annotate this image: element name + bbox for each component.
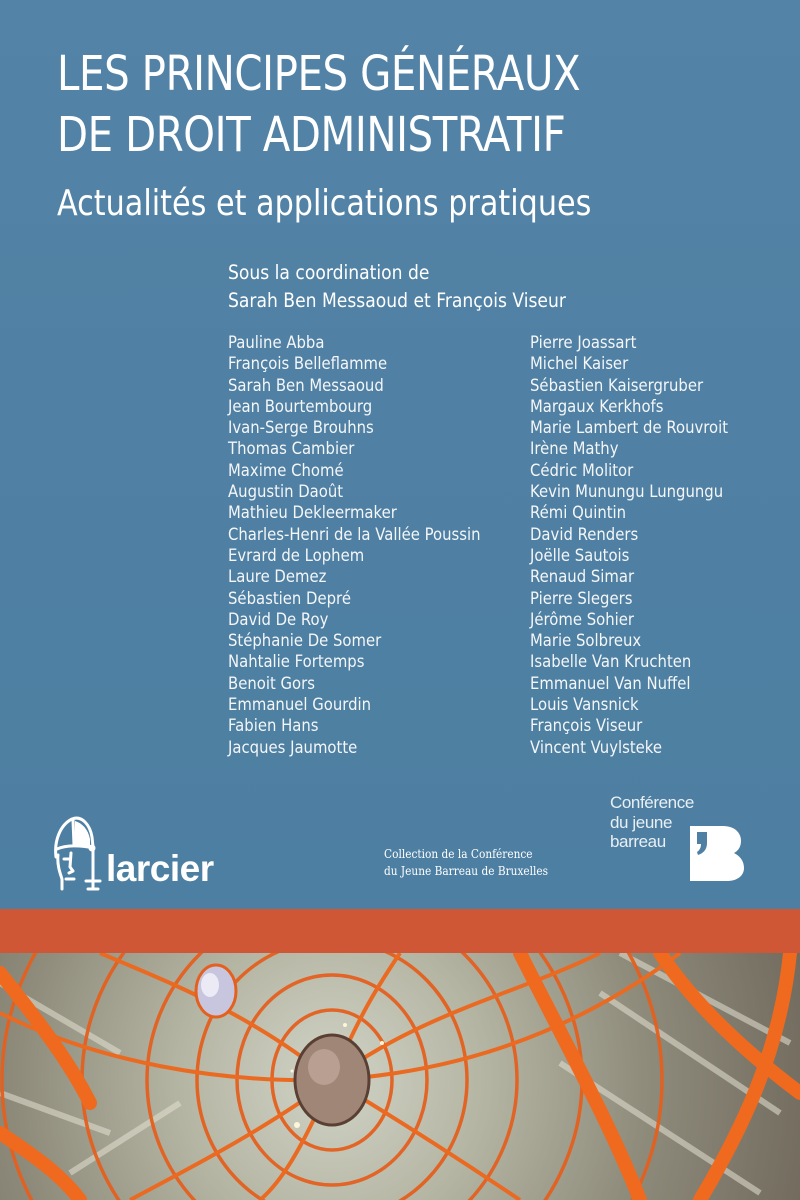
author-name: Thomas Cambier [228,439,355,459]
author-name: Jean Bourtembourg [228,396,373,416]
coordination-block [228,259,566,315]
cjb-line-3: barreau [610,832,666,851]
author-name: Augustin Daoût [228,482,344,502]
title-line-2: DE DROIT ADMINISTRATIF [57,107,566,163]
author-name: Cédric Molitor [530,460,634,480]
author-name: Laure Demez [228,567,327,587]
author-name: Jérôme Sohier [530,609,635,629]
author-name: Ivan-Serge Brouhns [228,418,374,438]
helmeted-head-logo-icon [48,815,104,895]
author-name: Rémi Quintin [530,503,627,523]
cjb-line-1: Conférence [610,793,694,812]
publisher-name: larcier [106,848,214,889]
cover-photo-spiral-staircase [0,953,800,1200]
spiral-staircase-image [0,953,800,1200]
author-name: Renaud Simar [530,567,635,587]
author-name: Emmanuel Van Nuffel [530,673,691,693]
author-name: Marie Lambert de Rouvroit [530,418,729,438]
author-name: Louis Vansnick [530,695,639,715]
larcier-logo [48,815,248,895]
authors-column-2 [530,332,728,758]
author-name: Marie Solbreux [530,631,642,651]
orange-stripe [0,909,800,953]
collection-line-2: du Jeune Barreau de Bruxelles [384,864,549,878]
cjb-logo-text [610,793,694,852]
author-name: Pauline Abba [228,333,325,352]
author-name: Kevin Munungu Lungungu [530,482,724,502]
author-name: Sébastien Depré [228,588,351,608]
book-subtitle: Actualités et applications pratiques [57,183,592,224]
author-name: Isabelle Van Kruchten [530,652,692,672]
author-name: Joëlle Sautois [530,545,630,565]
author-name: David De Roy [228,609,329,629]
book-title [57,44,662,166]
author-name: Evrard de Lophem [228,545,365,565]
authors-column-1 [228,332,481,758]
conference-jeune-barreau-logo [610,793,760,883]
author-name: Michel Kaiser [530,354,629,374]
title-line-1: LES PRINCIPES GÉNÉRAUX [57,46,581,102]
author-name: Pierre Joassart [530,333,637,352]
author-name: Mathieu Dekleermaker [228,503,397,523]
author-name: Benoit Gors [228,673,315,693]
author-name: Irène Mathy [530,439,619,459]
author-name: Margaux Kerkhofs [530,396,664,416]
collection-line-1: Collection de la Conférence [384,847,533,861]
author-name: Sarah Ben Messaoud [228,375,384,395]
author-name: Charles-Henri de la Vallée Poussin [228,524,481,544]
author-name: François Viseur [530,716,643,736]
apostrophe-b-logo-icon [689,825,745,881]
coordination-label: Sous la coordination de [228,261,430,284]
author-name: Nahtalie Fortemps [228,652,365,672]
author-name: François Belleflamme [228,354,388,374]
author-name: Stéphanie De Somer [228,631,382,651]
author-name: Vincent Vuylsteke [530,737,663,757]
author-name: Pierre Slegers [530,588,633,608]
collection-text [384,846,548,880]
author-name: Sébastien Kaisergruber [530,375,704,395]
coordination-names: Sarah Ben Messaoud et François Viseur [228,289,566,312]
author-name: Maxime Chomé [228,460,344,480]
author-name: Jacques Jaumotte [228,737,358,757]
cjb-line-2: du jeune [610,812,673,832]
author-name: Fabien Hans [228,716,319,736]
author-name: David Renders [530,524,639,544]
author-name: Emmanuel Gourdin [228,695,372,715]
